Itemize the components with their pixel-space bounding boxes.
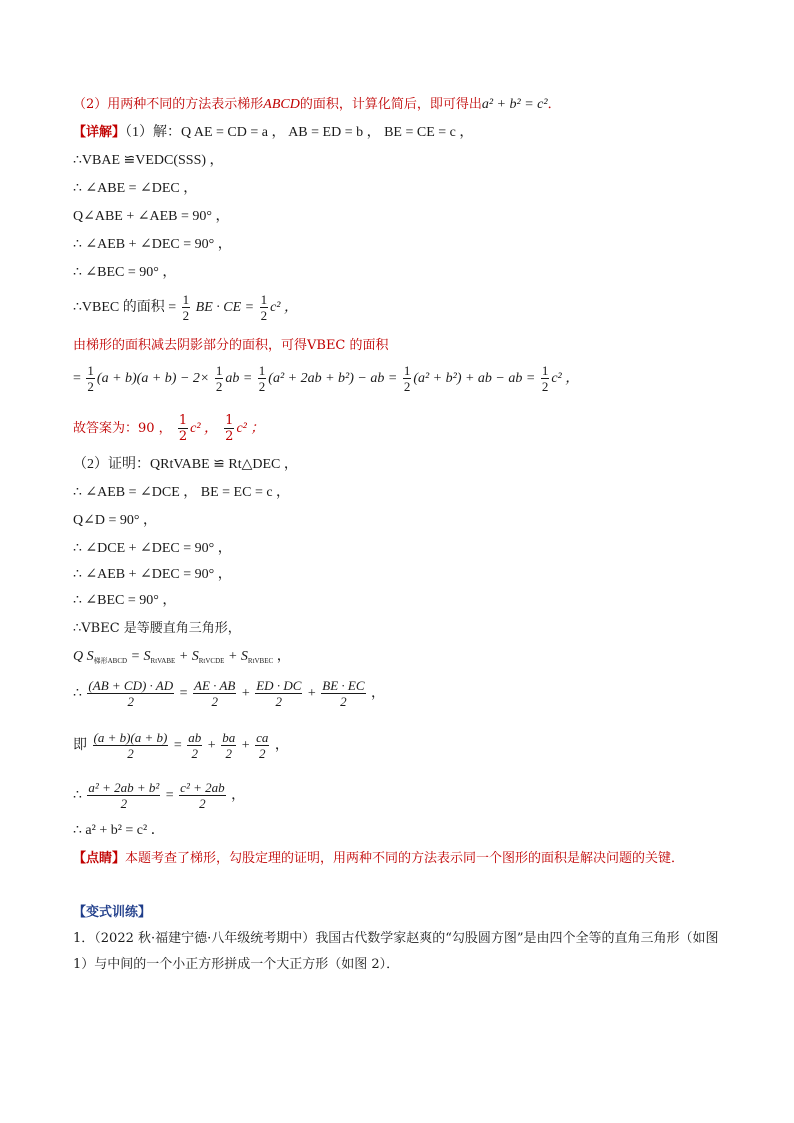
- fraction-den: 2: [87, 379, 94, 395]
- remark-tag: 【点睛】: [73, 851, 126, 866]
- variant-training-heading: 【变式训练】: [73, 905, 152, 920]
- fraction-ca: [255, 730, 269, 761]
- fraction-num: 1: [258, 363, 266, 379]
- step-line-7: ∴ ∠BEC = 90° ，: [73, 265, 177, 280]
- area-bec-prefix: ∴VBEC 的面积 =: [73, 300, 177, 315]
- fraction-den: 2: [403, 379, 411, 395]
- fraction-ab: [187, 730, 202, 761]
- fraction-num: ba: [222, 730, 236, 746]
- comma: ，: [231, 788, 246, 803]
- equals-sign: =: [173, 738, 182, 753]
- fraction-num: ab: [188, 730, 202, 746]
- remark-paragraph: [73, 846, 733, 872]
- explanation-text: （1）解：Q AE = CD = a ， AB = ED = b ， BE = CE = c ，: [125, 125, 474, 140]
- fraction-num: 1: [182, 292, 190, 308]
- fraction-expanded: [87, 780, 160, 811]
- fraction-den: 2: [340, 694, 347, 710]
- area-bec-product: BE · CE =: [195, 300, 255, 315]
- plus-sign: +: [207, 738, 216, 753]
- fraction-num: 1: [215, 363, 223, 379]
- step-line-5: Q∠ABE + ∠AEB = 90° ，: [73, 209, 230, 224]
- area-tail: ，: [273, 649, 291, 664]
- proof-line-2: ∴ ∠AEB = ∠DCE ， BE = EC = c ，: [73, 485, 291, 500]
- fraction-half: [260, 292, 269, 323]
- area-sum-line: [73, 648, 734, 670]
- fraction-num: ED · DC: [256, 678, 302, 694]
- fraction-half: [215, 363, 224, 394]
- fraction-half: [178, 413, 188, 444]
- plus-sign: +: [241, 686, 250, 701]
- fraction-half: [224, 413, 234, 444]
- step-line-6: ∴ ∠AEB + ∠DEC = 90° ，: [73, 237, 232, 252]
- proof-line-6: ∴ ∠BEC = 90° ，: [73, 593, 177, 608]
- fraction-half: [403, 363, 412, 394]
- fraction-num: a² + 2ab + b²: [88, 780, 160, 796]
- proof-line-1: （2）证明：QRtVABE ≌ Rt△DEC ，: [73, 457, 298, 472]
- equals-sign: =: [179, 686, 188, 701]
- fraction-den: 2: [225, 429, 234, 444]
- proof-line-4: ∴ ∠DCE + ∠DEC = 90° ，: [73, 541, 232, 556]
- expansion-term-c: (a² + 2ab + b²) − ab =: [268, 371, 398, 386]
- fraction-num: 1: [178, 413, 188, 428]
- expansion-term-e: c² ，: [551, 371, 580, 386]
- fraction-den: 2: [215, 379, 223, 395]
- fraction-trapezoid-ab: [93, 730, 169, 761]
- fraction-half: [86, 363, 95, 394]
- fraction-bec: [321, 678, 365, 709]
- fraction-half: [182, 292, 191, 323]
- fraction-den: 2: [258, 379, 266, 395]
- fraction-den: 2: [127, 746, 134, 762]
- pythagoras-formula: a² + b² = c²: [481, 97, 548, 112]
- fraction-den: 2: [178, 429, 188, 444]
- step-line-3: ∴VBAE ≌VEDC(SSS) ，: [73, 153, 224, 168]
- plus-sign: +: [307, 686, 316, 701]
- fraction-den: 2: [541, 379, 549, 395]
- area-plus-1: + S: [175, 649, 199, 664]
- fraction-trapezoid-area: [87, 678, 174, 709]
- remark-text: 本题考查了梯形，勾股定理的证明，用两种不同的方法表示同一个图形的面积是解决问题的关键．: [125, 851, 685, 866]
- fraction-half: [541, 363, 550, 394]
- proof-line-3: Q∠D = 90° ，: [73, 513, 157, 528]
- fraction-den: 2: [258, 746, 266, 762]
- fraction-den: 2: [275, 694, 283, 710]
- area-subscript-abe: RtVABE: [150, 657, 176, 665]
- fraction-den: 2: [211, 694, 218, 710]
- comma: ，: [371, 686, 386, 701]
- fraction-ba: [221, 730, 236, 761]
- fraction-num: (AB + CD) · AD: [88, 678, 174, 694]
- fraction-num: ca: [256, 730, 269, 746]
- area-bec-line: [73, 292, 734, 324]
- hint-tail: ．: [547, 97, 561, 112]
- fraction-num: BE · EC: [322, 678, 365, 694]
- area-bec-result: c² ，: [270, 300, 299, 315]
- fraction-den: 2: [191, 746, 199, 762]
- substitution-line: [73, 728, 734, 764]
- fraction-num: c² + 2ab: [180, 780, 225, 796]
- hint-prefix: （2）用两种不同的方法表示梯形: [73, 97, 264, 112]
- expansion-term-a: (a + b)(a + b) − 2×: [96, 371, 210, 386]
- fraction-num: 1: [87, 363, 94, 379]
- fraction-edc: [255, 678, 302, 709]
- fraction-den: 2: [120, 796, 128, 812]
- answer-prefix: 故答案为：90 ，: [73, 421, 172, 436]
- expansion-line: [73, 363, 734, 395]
- fraction-num: 1: [541, 363, 549, 379]
- area-subscript-bec: RtVBEC: [247, 657, 274, 665]
- fraction-den: 2: [182, 308, 190, 324]
- area-subscript-cde: RtVCDE: [198, 657, 225, 665]
- fraction-den: 2: [127, 694, 135, 710]
- equals-sign: =: [165, 788, 174, 803]
- expansion-term-b: ab =: [225, 371, 253, 386]
- area-fraction-line: [73, 676, 734, 712]
- fraction-num: 1: [225, 413, 234, 428]
- trapezoid-label: ABCD: [263, 97, 300, 112]
- area-equals: = S: [127, 649, 151, 664]
- proof-line-5: ∴ ∠AEB + ∠DEC = 90° ，: [73, 567, 232, 582]
- step-line-4: ∴ ∠ABE = ∠DEC ，: [73, 181, 198, 196]
- answer-line: [73, 413, 734, 445]
- conclusion-line: ∴ a² + b² = c² ．: [73, 823, 165, 838]
- fraction-den: 2: [199, 796, 206, 812]
- therefore-sign: ∴: [73, 686, 82, 701]
- simplify-line: [73, 778, 734, 814]
- trapezoid-area-sentence: 由梯形的面积减去阴影部分的面积，可得VBEC 的面积: [73, 338, 389, 353]
- part2-hint-line: [73, 96, 734, 114]
- hint-mid: 的面积，计算化简后，即可得出: [299, 97, 482, 112]
- expansion-term-d: (a² + b²) + ab − ab =: [413, 371, 536, 386]
- answer-mid: c² ，: [190, 421, 219, 436]
- area-symbol: Q S: [73, 649, 94, 664]
- namely-word: 即: [73, 738, 87, 753]
- exercise-1-paragraph: 1．（2022 秋·福建宁德·八年级统考期中）我国古代数学家赵爽的“勾股圆方图”是由四个全等的直角三角形（如图 1）与中间的一个小正方形拼成一个大正方形（如图 2）．: [73, 931, 719, 972]
- fraction-num: (a + b)(a + b): [93, 730, 168, 746]
- explanation-line-1: [73, 124, 734, 142]
- fraction-num: 1: [260, 292, 268, 308]
- fraction-half: [258, 363, 267, 394]
- therefore-sign: ∴: [73, 788, 82, 803]
- proof-line-7: ∴VBEC 是等腰直角三角形，: [73, 621, 241, 636]
- fraction-abe: [193, 678, 236, 709]
- comma: ，: [274, 738, 289, 753]
- equals-sign: =: [73, 371, 81, 386]
- area-subscript-trapezoid: 梯形ABCD: [93, 657, 128, 665]
- fraction-num: AE · AB: [194, 678, 236, 694]
- area-plus-2: + S: [224, 649, 248, 664]
- answer-tail: c² ；: [236, 421, 265, 436]
- plus-sign: +: [241, 738, 250, 753]
- fraction-den: 2: [260, 308, 268, 324]
- fraction-num: 1: [403, 363, 411, 379]
- fraction-c2-2ab: [179, 780, 225, 811]
- explanation-tag: 【详解】: [73, 125, 126, 140]
- fraction-den: 2: [225, 746, 232, 762]
